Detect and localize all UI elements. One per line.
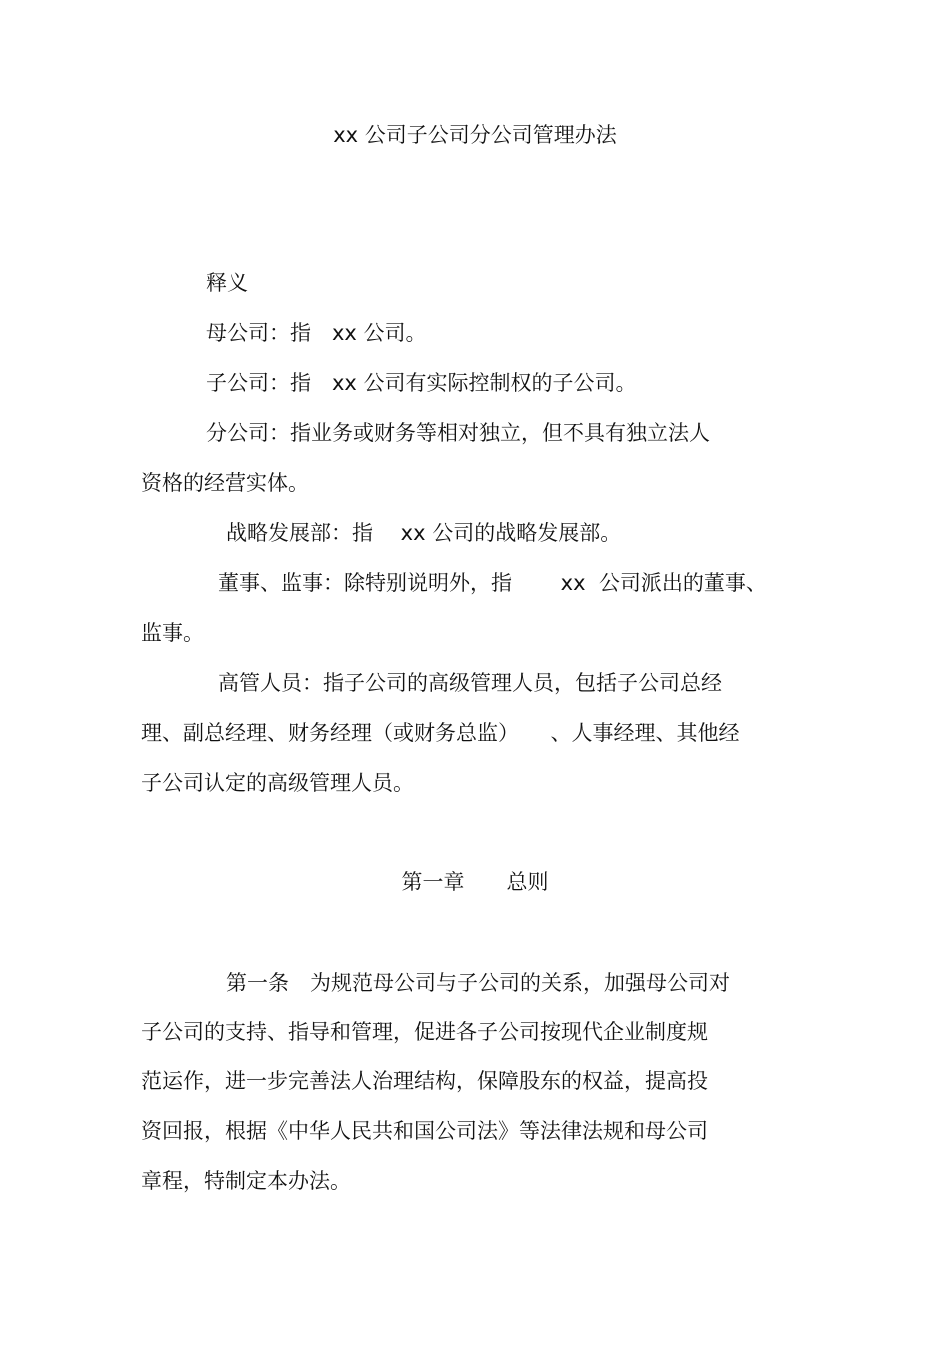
chapter-heading: 第一章 总则 — [401, 870, 549, 894]
definition-parent-company: 母公司：指 xx 公司。 — [206, 321, 427, 345]
definition-branch-line-1: 分公司：指业务或财务等相对独立，但不具有独立法人 — [206, 421, 710, 445]
article-1-line-4: 资回报，根据《中华人民共和国公司法》等法律法规和母公司 — [141, 1119, 708, 1143]
document-title: xx 公司子公司分公司管理办法 — [333, 123, 617, 147]
article-1-line-5: 章程，特制定本办法。 — [141, 1169, 351, 1193]
article-1-line-2: 子公司的支持、指导和管理，促进各子公司按现代企业制度规 — [141, 1020, 708, 1044]
definition-directors-line-2: 监事。 — [141, 621, 204, 645]
definition-branch-line-2: 资格的经营实体。 — [141, 471, 309, 495]
definition-subsidiary: 子公司：指 xx 公司有实际控制权的子公司。 — [206, 371, 637, 395]
definitions-heading: 释义 — [206, 271, 248, 295]
definition-strategy-dept: 战略发展部：指 xx 公司的战略发展部。 — [226, 521, 622, 545]
article-1-line-3: 范运作，进一步完善法人治理结构，保障股东的权益，提高投 — [141, 1069, 708, 1093]
definition-directors-line-1: 董事、监事：除特别说明外，指 xx 公司派出的董事、 — [218, 571, 767, 595]
definition-executives-line-3: 子公司认定的高级管理人员。 — [141, 771, 414, 795]
definition-executives-line-1: 高管人员：指子公司的高级管理人员，包括子公司总经 — [218, 671, 722, 695]
definition-executives-line-2: 理、副总经理、财务经理（或财务总监） 、人事经理、其他经 — [141, 721, 740, 745]
article-1-line-1: 第一条 为规范母公司与子公司的关系，加强母公司对 — [226, 971, 730, 995]
